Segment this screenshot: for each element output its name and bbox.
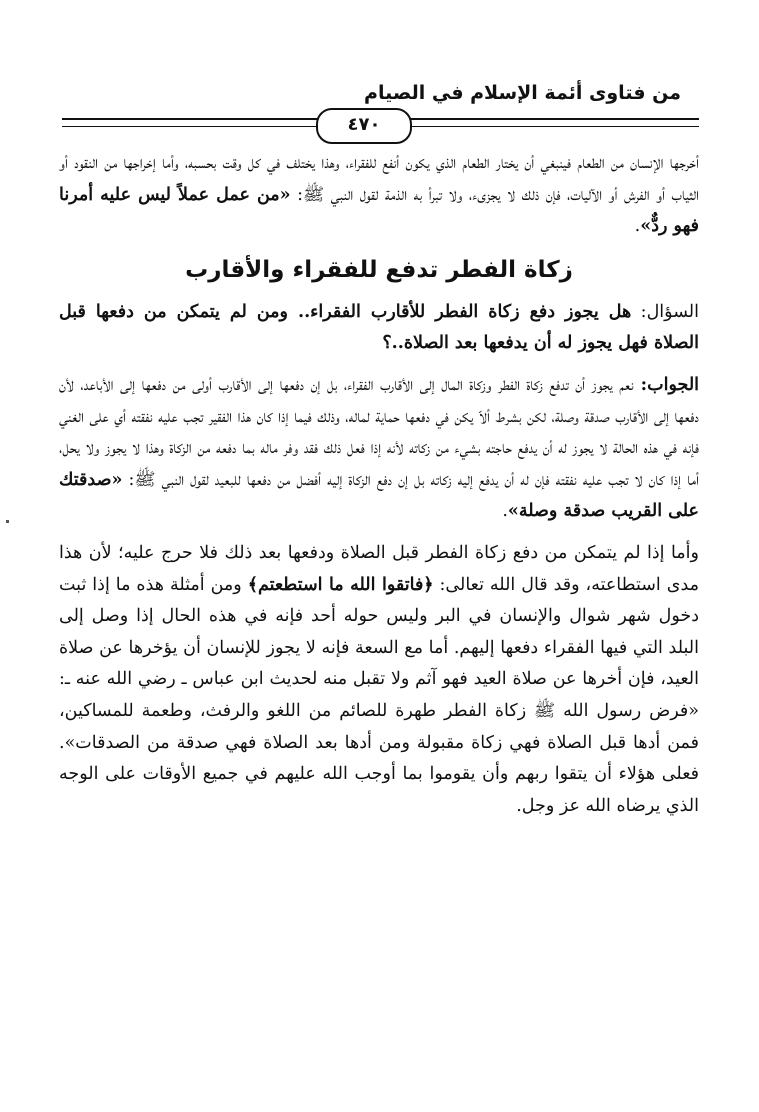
running-header-title: من فتاوى أئمة الإسلام في الصيام xyxy=(364,82,681,104)
body-text xyxy=(59,148,699,822)
section-title: زكاة الفطر تدفع للفقراء والأقارب xyxy=(185,256,573,283)
intro-hadith: «من عمل عملاً ليس عليه أمرنا فهو ردٌّ» xyxy=(59,184,699,237)
intro-paragraph xyxy=(59,148,699,243)
quran-verse: ﴿فاتقوا الله ما استطعتم﴾ xyxy=(247,574,434,595)
third-text-b: ومن أمثلة هذه ما إذا ثبت دخول شهر شوال والإنسان في البر وليس حوله أحد فإنه في هذه الحال إذا وصل إلى البلد التي فيها الفقراء دفعها إليهم. أما مع السعة فإنه لا يجوز للإنسان أن يؤخرها عن صلاة العيد، فإن أخرها عن صلاة العيد فهو آثم ولا تقبل منه لحديث ابن عباس ـ رضي الله عنه ـ: «فرض رسول الله ﷺ زكاة الفطر طهرة للصائم من اللغو والرفث، وطعمة للمساكين، فمن أدها قبل الصلاة فهي زكاة مقبولة ومن أدها بعد الصلاة فهي صدقة من الصدقات». فعلى هؤلاء أن يتقوا ربهم وأن يقوموا بما أوجب الله عليهم في جميع الأوقات على الوجه الذي يرضاه الله عز وجل. xyxy=(59,574,699,816)
third-paragraph xyxy=(59,538,699,822)
question-text: هل يجوز دفع زكاة الفطر للأقارب الفقراء.. ومن لم يتمكن من دفعها قبل الصلاة فهل يجوز له أن يدفعها بعد الصلاة..؟ xyxy=(59,301,699,354)
answer-paragraph xyxy=(59,370,699,528)
page-number: ٤٧٠ xyxy=(316,108,412,144)
answer-end: . xyxy=(502,501,508,522)
answer-hadith: «صدقتك على القريب صدقة وصلة» xyxy=(59,469,699,522)
question-label: السؤال: xyxy=(631,301,699,322)
third-text-a: وأما إذا لم يتمكن من دفع زكاة الفطر قبل الصلاة ودفعها بعد ذلك فلا حرج عليه؛ لأن هذا مدى استطاعته، وقد قال الله تعالى: xyxy=(59,542,700,595)
answer-label: الجواب: xyxy=(633,374,700,395)
intro-text: أخرجها الإنسان من الطعام فينبغي أن يختار الطعام الذي يكون أنفع للفقراء، وهذا يختلف في كل وقت بحسبه، وأما إخراجها من النقود أو الثياب أو الفرش أو الآليات، فإن ذلك لا يجزىء، ولا تبرأ به الذمة لقول النبي ﷺ: xyxy=(59,153,699,205)
margin-mark xyxy=(6,520,9,523)
answer-text: نعم يجوز أن تدفع زكاة الفطر وزكاة المال إلى الأقارب الفقراء، بل إن دفعها إلى الأقارب أولى من دفعها إلى الأباعد، لأن دفعها إلى الأقارب صدقة وصلة، لكن بشرط ألاّ يكن في دفعها حماية لماله، وذلك فيما إذا كان هذا الفقير تجب عليه نفقته أي على الغني فإنه في هذه الحالة لا يجوز له أن يدفع حاجته بشيء من زكاته لأنه إذا فعل ذلك فقد وفر ماله بما دفعه من الزكاة وهذا لا يجوز ولا يحل، أما إذا كان لا تجب عليه نفقته فإن له أن يدفع إليه زكاته بل إن دفع الزكاة إليه أفضل من دفعها للبعيد لقول النبي ﷺ: xyxy=(59,374,699,490)
intro-end: . xyxy=(634,216,641,237)
question-paragraph xyxy=(59,297,699,360)
